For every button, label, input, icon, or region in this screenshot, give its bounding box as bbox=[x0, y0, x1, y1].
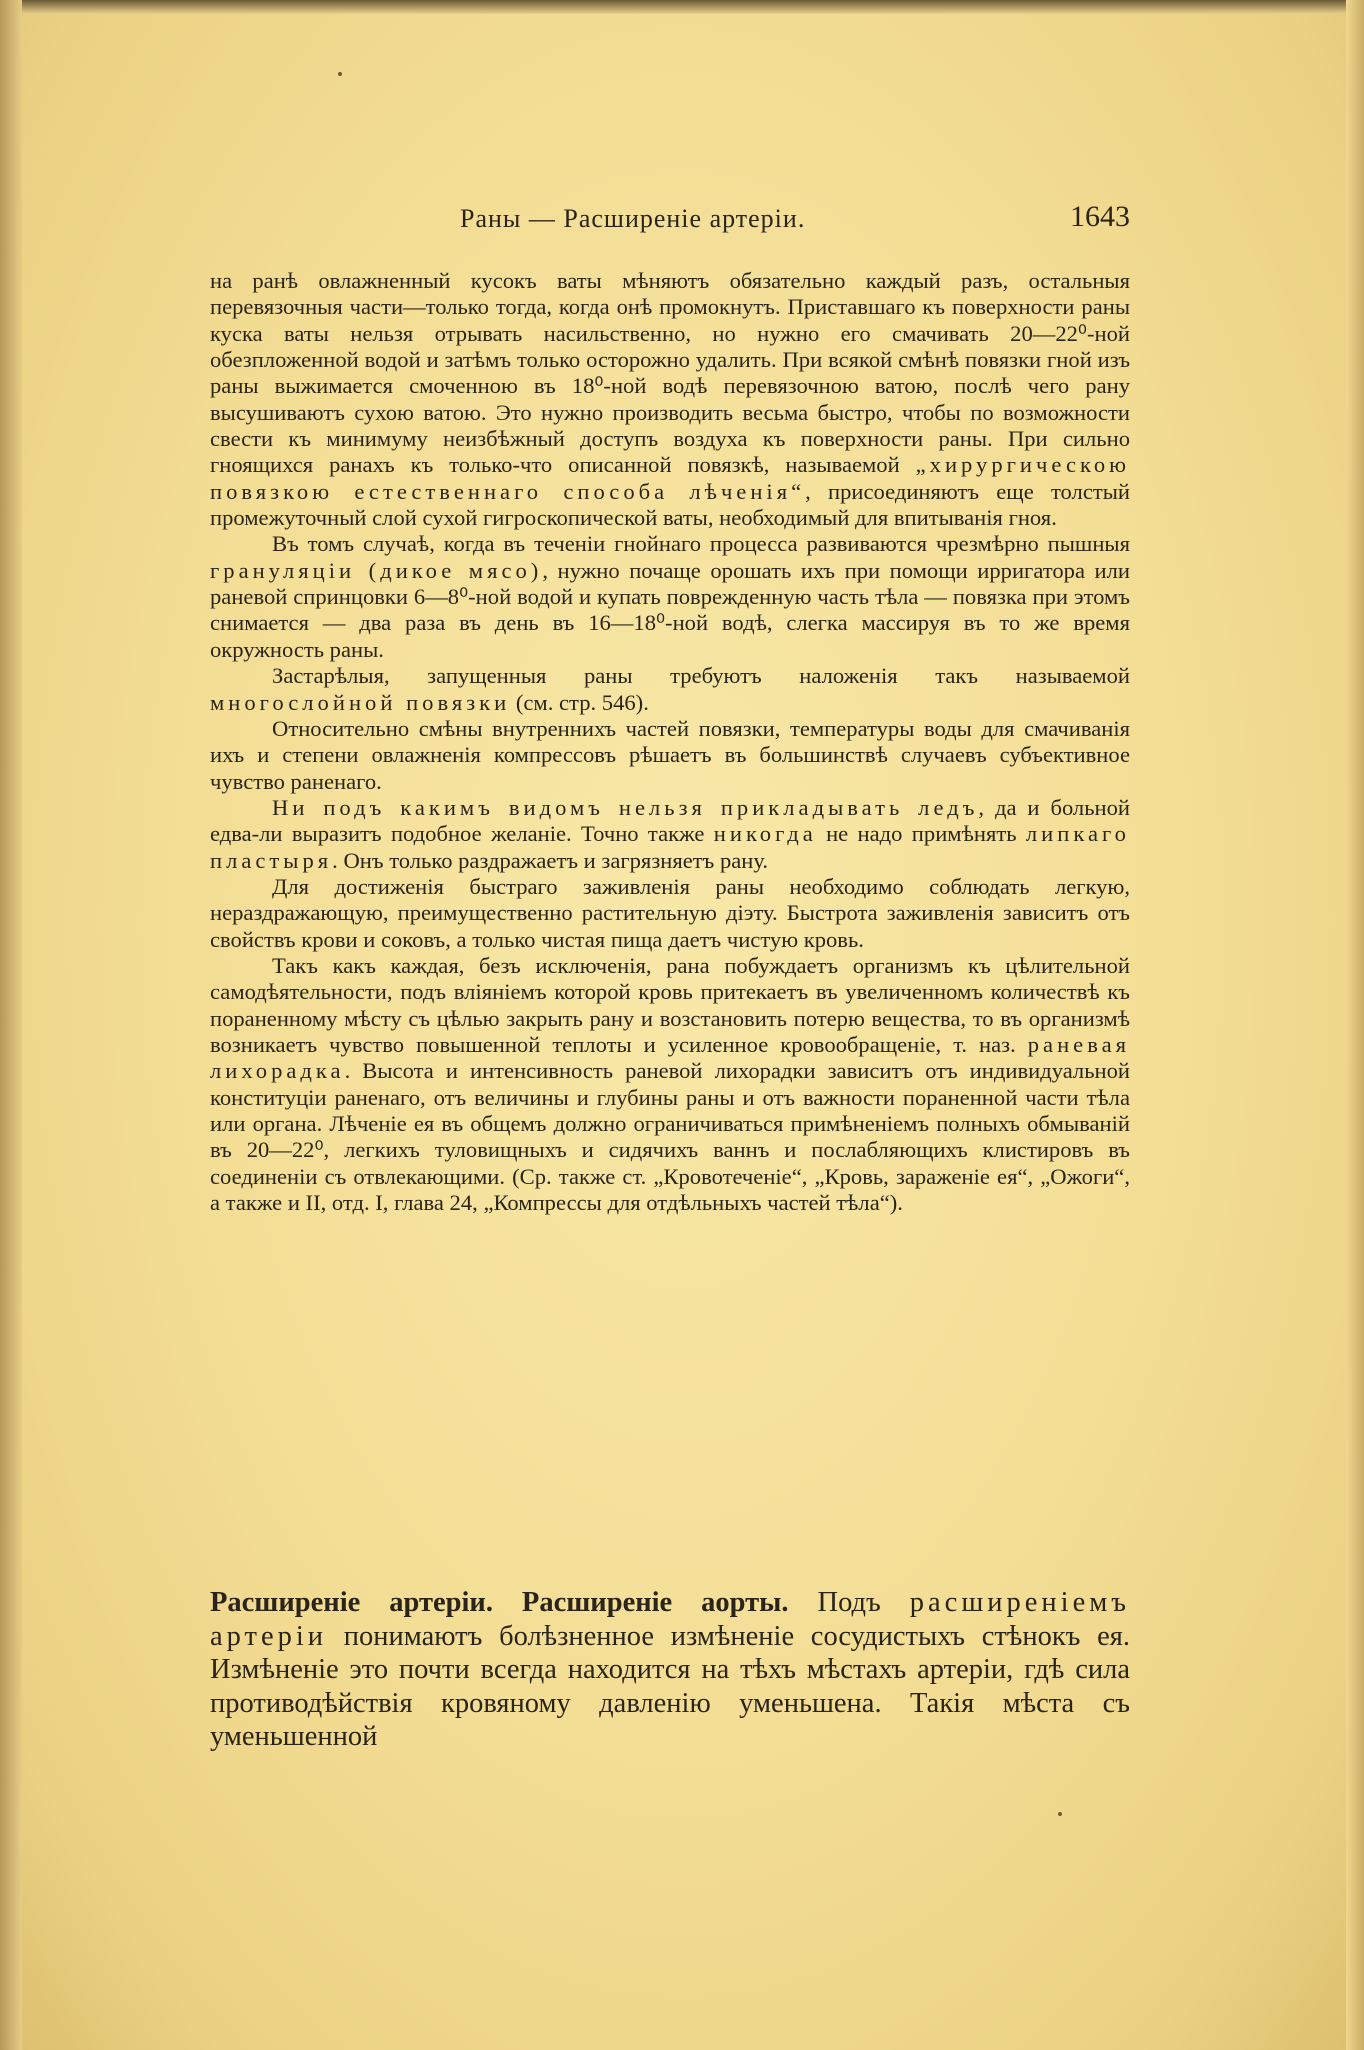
page-left-edge bbox=[0, 0, 22, 2050]
paragraph-5-text: , да и больной едва-ли выразитъ подобное желаніе. Точно также bbox=[210, 794, 1130, 847]
paragraph-2 bbox=[210, 531, 1130, 663]
paragraph-1 bbox=[210, 268, 1130, 531]
paper-speck bbox=[338, 72, 342, 76]
paragraph-3-end: (см. стр. 546). bbox=[515, 689, 649, 715]
paragraph-4: Относительно смѣны внутреннихъ частей повязки, температуры воды для смачиванія ихъ и степени овлажненія компрессовъ рѣшаетъ въ большинствѣ случаевъ субъективное чувство раненаго. bbox=[210, 715, 1130, 794]
paragraph-5-mid: не надо примѣнять bbox=[826, 821, 1017, 847]
paragraph-2-emphasis: грануляціи (дикое мясо) bbox=[210, 557, 543, 583]
section-heading: Расширеніе артеріи. Расширеніе аорты. bbox=[210, 1587, 789, 1618]
paragraph-5-emphasis: Ни подъ какимъ видомъ нельзя прикладывать ледъ bbox=[272, 794, 979, 820]
paragraph-7 bbox=[210, 953, 1130, 1216]
paragraph-7-emphasis: раневая лихорадка bbox=[210, 1031, 1130, 1084]
page-right-edge bbox=[1346, 0, 1364, 2050]
paragraph-3-text: Застарѣлыя, запущенныя раны требуютъ наложенія такъ называемой bbox=[272, 663, 1130, 689]
paragraph-5-emphasis-2: никогда bbox=[713, 821, 817, 847]
paragraph-6: Для достиженія быстраго заживленія раны необходимо соблюдать легкую, нераздражающую, преимущественно растительную діэту. Быстрота заживленія зависитъ отъ свойствъ крови и соковъ, а только чистая пища даетъ чистую кровь. bbox=[210, 873, 1130, 952]
paragraph-5-end: . Онъ только раздражаетъ и загрязняетъ рану. bbox=[332, 847, 769, 873]
paragraph-2-end: , нужно почаще орошать ихъ при помощи ирригатора или раневой спринцовки 6—8⁰-ной водой и купать поврежденную часть тѣла — повязка при этомъ снимается — два раза въ день въ 16—18⁰-ной водѣ, слегка массируя въ то же время окружность раны. bbox=[210, 557, 1130, 662]
paragraph-5-emphasis-3: липкаго пластыря bbox=[210, 821, 1130, 873]
paragraph-3 bbox=[210, 663, 1130, 716]
section-aneurysm bbox=[210, 1586, 1130, 1754]
paragraph-1-end: , присоединяютъ еще толстый промежуточный слой сухой гигроскопической ваты, необходимый для впитыванія гноя. bbox=[210, 478, 1130, 531]
page-top-edge bbox=[0, 0, 1364, 14]
paragraph-1-text: на ранѣ овлажненный кусокъ ваты мѣняютъ обязательно каждый разъ, остальныя перевязочныя части—только тогда, когда онѣ промокнутъ. Приставшаго къ поверхности раны куска ваты нельзя отрывать насильственно, но нужно его смачивать 20—22⁰-ной обезпложенной водой и затѣмъ только осторожно удалить. При всякой смѣнѣ повязки гной изъ раны выжимается смоченною въ 18⁰-ной водѣ перевязочною ватою, послѣ чего рану высушиваютъ сухою ватою. Это нужно производить весьма быстро, чтобы по возможности свести къ минимуму неизбѣжный доступъ воздуха къ поверхности раны. При сильно гноящихся ранахъ къ только-что описанной повязкѣ, называемой bbox=[210, 268, 1130, 478]
section-text: понимаютъ болѣзненное измѣненіе сосудистыхъ стѣнокъ ея. Измѣненіе это почти всегда находится на тѣхъ мѣстахъ артеріи, гдѣ сила противодѣйствія кровяному давленію уменьшена. Такія мѣста съ уменьшенной bbox=[210, 1620, 1130, 1752]
body-text bbox=[210, 268, 1130, 1216]
paragraph-7-end: . Высота и интенсивность раневой лихорадки зависитъ отъ индивидуальной конституціи раненаго, отъ величины и глубины раны и отъ важности пораненной части тѣла или органа. Лѣченіе ея въ общемъ должно ограничиваться примѣненіемъ полныхъ обмываній въ 20—22⁰, легкихъ туловищныхъ и сидячихъ ваннъ и послабляющихъ клистировъ въ соединеніи съ отвлекающими. (Ср. также ст. „Кровотеченіе“, „Кровь, зараженіе ея“, „Ожоги“, а также и II, отд. I, глава 24, „Компрессы для отдѣльныхъ частей тѣла“). bbox=[210, 1058, 1130, 1216]
paper-speck bbox=[1058, 1812, 1062, 1816]
page-header bbox=[210, 200, 1130, 240]
section-lead-emphasis: расширеніемъ артеріи bbox=[210, 1587, 1131, 1652]
paragraph-5 bbox=[210, 795, 1130, 874]
page-number: 1643 bbox=[1070, 200, 1130, 233]
section-lead: Подъ bbox=[817, 1587, 881, 1618]
running-head: Раны — Расширеніе артеріи. bbox=[460, 204, 806, 233]
paragraph-2-text: Въ томъ случаѣ, когда въ теченіи гнойнаго процесса развиваются чрезмѣрно пышныя bbox=[272, 531, 1130, 557]
paragraph-1-emphasis: „хирургическою повязкою естественнаго способа лѣченія“ bbox=[210, 452, 1130, 504]
paragraph-3-emphasis: многослойной повязки bbox=[210, 689, 511, 715]
paragraph-7-text: Такъ какъ каждая, безъ исключенія, рана побуждаетъ организмъ къ цѣлительной самодѣятельности, подъ вліяніемъ которой кровь притекаетъ въ увеличенномъ количествѣ къ пораненному мѣсту съ цѣлью закрыть рану и возстановить потерю вещества, то въ организмѣ возникаетъ чувство повышенной теплоты и усиленное кровообращеніе, т. наз. bbox=[210, 952, 1130, 1057]
